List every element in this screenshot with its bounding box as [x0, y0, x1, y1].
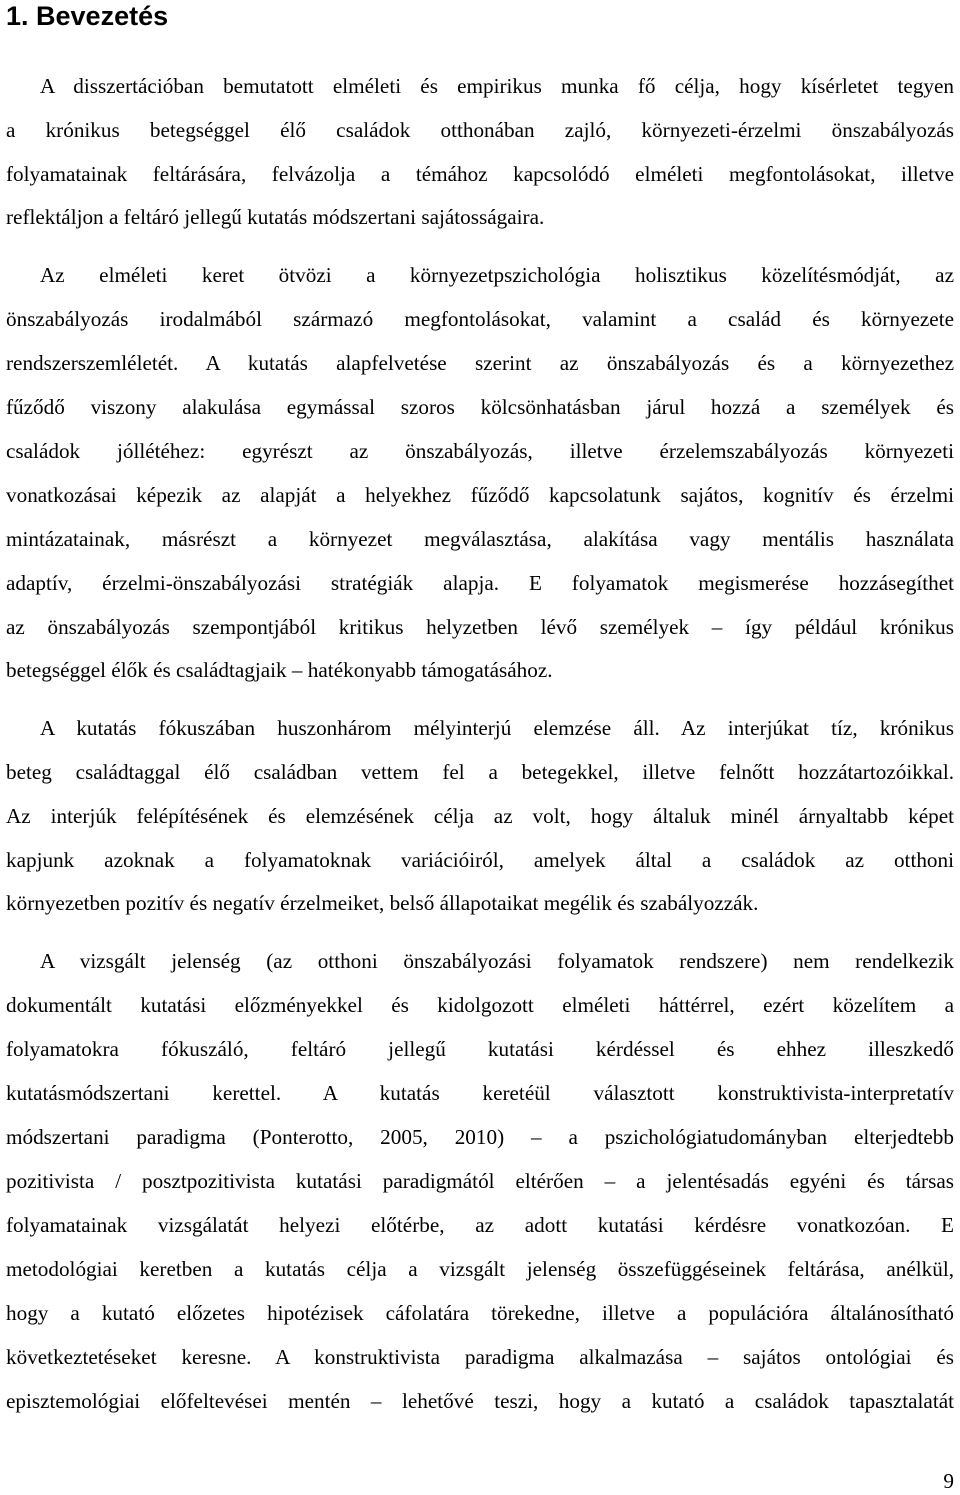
text-line: episztemológiai előfeltevései mentén – lehetővé teszi, hogy a kutató a családok tapasztalatát — [6, 1389, 954, 1413]
text-line: hogy a kutató előzetes hipotézisek cáfolatára törekedne, illetve a populációra általánosítható — [6, 1301, 954, 1325]
text-line: folyamatainak vizsgálatát helyezi előtérbe, az adott kutatási kérdésre vonatkozóan. E — [6, 1213, 954, 1237]
text-line: a krónikus betegséggel élő családok otthonában zajló, környezeti-érzelmi önszabályozás — [6, 118, 954, 142]
text-line: pozitivista / posztpozitivista kutatási paradigmától eltérően – a jelentésadás egyéni és társas — [6, 1169, 954, 1193]
text-line: az önszabályozás szempontjából kritikus helyzetben lévő személyek – így például krónikus — [6, 615, 954, 639]
section-heading: 1. Bevezetés — [6, 1, 169, 31]
text-line: folyamatokra fókuszáló, feltáró jellegű kutatási kérdéssel és ehhez illeszkedő — [6, 1037, 954, 1061]
text-line: módszertani paradigma (Ponterotto, 2005, 2010) – a pszichológiatudományban elterjedtebb — [6, 1125, 954, 1149]
text-line: rendszerszemléletét. A kutatás alapfelvetése szerint az önszabályozás és a környezethez — [6, 351, 954, 375]
text-line: mintázatainak, másrészt a környezet megválasztása, alakítása vagy mentális használata — [6, 527, 954, 551]
text-line: A vizsgált jelenség (az otthoni önszabályozási folyamatok rendszere) nem rendelkezik — [40, 949, 954, 973]
text-line: vonatkozásai képezik az alapját a helyekhez fűződő kapcsolatunk sajátos, kognitív és érzelmi — [6, 483, 954, 507]
text-line: betegséggel élők és családtagjaik – hatékonyabb támogatásához. — [6, 658, 553, 682]
page-number: 9 — [943, 1469, 954, 1493]
text-line: családok jóllétéhez: egyrészt az önszabályozás, illetve érzelemszabályozás környezeti — [6, 439, 954, 463]
text-line: folyamatainak feltárására, felvázolja a témához kapcsolódó elméleti megfontolásokat, illetve — [6, 162, 954, 186]
text-line: beteg családtaggal élő családban vettem fel a betegekkel, illetve felnőtt hozzátartozóikkal. — [6, 760, 954, 784]
text-line: következtetéseket keresne. A konstruktivista paradigma alkalmazása – sajátos ontológiai és — [6, 1345, 954, 1369]
text-line: önszabályozás irodalmából származó megfontolásokat, valamint a család és környezete — [6, 307, 954, 331]
text-line: Az elméleti keret ötvözi a környezetpszichológia holisztikus közelítésmódját, az — [40, 263, 954, 287]
text-line: Az interjúk felépítésének és elemzésének célja az volt, hogy általuk minél árnyaltabb képet — [6, 804, 954, 828]
text-line: dokumentált kutatási előzményekkel és kidolgozott elméleti háttérrel, ezért közelítem a — [6, 993, 954, 1017]
text-line: reflektáljon a feltáró jellegű kutatás módszertani sajátosságaira. — [6, 205, 545, 229]
text-line: A disszertációban bemutatott elméleti és empirikus munka fő célja, hogy kísérletet tegyen — [40, 74, 954, 98]
text-line: adaptív, érzelmi-önszabályozási stratégiák alapja. E folyamatok megismerése hozzásegíthet — [6, 571, 954, 595]
text-line: metodológiai keretben a kutatás célja a vizsgált jelenség összefüggéseinek feltárása, anélkül, — [6, 1257, 954, 1281]
text-line: fűződő viszony alakulása egymással szoros kölcsönhatásban járul hozzá a személyek és — [6, 395, 954, 419]
text-line: kapjunk azoknak a folyamatoknak variációiról, amelyek által a családok az otthoni — [6, 848, 954, 872]
text-line: kutatásmódszertani kerettel. A kutatás keretéül választott konstruktivista-interpretatív — [6, 1081, 954, 1105]
text-line: A kutatás fókuszában huszonhárom mélyinterjú elemzése áll. Az interjúkat tíz, krónikus — [40, 716, 954, 740]
text-line: környezetben pozitív és negatív érzelmeiket, belső állapotaikat megélik és szabályozzák. — [6, 891, 759, 915]
